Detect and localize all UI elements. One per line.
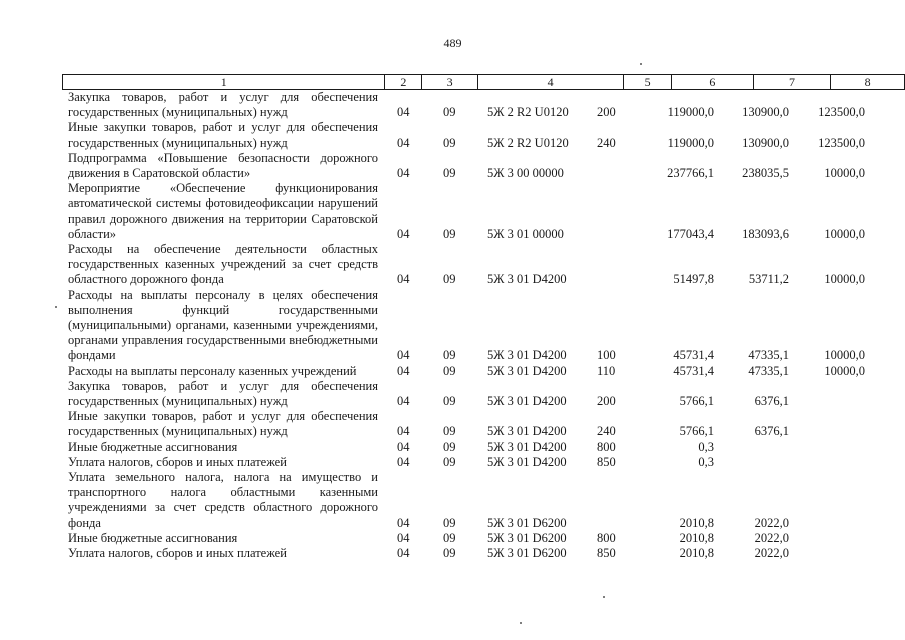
row-amount-col7: 47335,1 xyxy=(748,363,789,378)
header-col-3: 3 xyxy=(422,75,478,90)
row-section: 04 xyxy=(397,135,410,150)
row-target-code: 5Ж 3 01 D6200 xyxy=(487,515,567,530)
row-subsection: 09 xyxy=(443,363,456,378)
row-amount-col8: 10000,0 xyxy=(824,166,865,181)
budget-table-body xyxy=(0,90,905,561)
row-description: Иные бюджетные ассигнования xyxy=(68,439,238,454)
row-target-code: 5Ж 2 R2 U0120 xyxy=(487,135,569,150)
row-amount-col6: 5766,1 xyxy=(679,394,714,409)
row-expense-type: 800 xyxy=(597,530,616,545)
row-target-code: 5Ж 3 01 D4200 xyxy=(487,363,567,378)
row-description: Иные закупки товаров, работ и услуг для обеспечения государственных (муниципальных) нужд xyxy=(68,409,378,439)
row-target-code: 5Ж 3 01 D6200 xyxy=(487,546,567,561)
row-section: 04 xyxy=(397,272,410,287)
row-amount-col6: 177043,4 xyxy=(667,226,714,241)
row-amount-col8: 10000,0 xyxy=(824,348,865,363)
row-section: 04 xyxy=(397,363,410,378)
row-description: Иные бюджетные ассигнования xyxy=(68,530,238,545)
row-description: Закупка товаров, работ и услуг для обеспечения государственных (муниципальных) нужд xyxy=(68,90,378,120)
table-row xyxy=(0,470,905,531)
table-row xyxy=(0,151,905,181)
row-subsection: 09 xyxy=(443,424,456,439)
scan-speck xyxy=(520,622,522,624)
row-amount-col8: 10000,0 xyxy=(824,226,865,241)
row-section: 04 xyxy=(397,394,410,409)
row-subsection: 09 xyxy=(443,105,456,120)
header-col-2: 2 xyxy=(385,75,422,90)
row-amount-col7: 130900,0 xyxy=(742,105,789,120)
row-amount-col8: 123500,0 xyxy=(818,135,865,150)
header-col-5: 5 xyxy=(624,75,672,90)
row-expense-type: 200 xyxy=(597,105,616,120)
row-amount-col7: 183093,6 xyxy=(742,226,789,241)
row-description: Расходы на выплаты персоналу в целях обеспечения выполнения функций государственными (муниципальными) органами, казенными учреждениями, органами управления государственными внебюджетными фондами xyxy=(68,287,378,363)
header-col-7: 7 xyxy=(753,75,831,90)
row-description: Подпрограмма «Повышение безопасности дорожного движения в Саратовской области» xyxy=(68,150,378,181)
row-section: 04 xyxy=(397,530,410,545)
row-subsection: 09 xyxy=(443,135,456,150)
row-section: 04 xyxy=(397,424,410,439)
row-amount-col7: 2022,0 xyxy=(754,515,789,530)
row-subsection: 09 xyxy=(443,439,456,454)
row-section: 04 xyxy=(397,546,410,561)
row-subsection: 09 xyxy=(443,394,456,409)
row-target-code: 5Ж 3 01 D6200 xyxy=(487,530,567,545)
row-section: 04 xyxy=(397,515,410,530)
table-row xyxy=(0,288,905,364)
row-description: Иные закупки товаров, работ и услуг для обеспечения государственных (муниципальных) нужд xyxy=(68,120,378,150)
row-amount-col6: 2010,8 xyxy=(679,546,714,561)
table-row xyxy=(0,379,905,409)
row-target-code: 5Ж 3 01 D4200 xyxy=(487,272,567,287)
row-amount-col6: 45731,4 xyxy=(673,348,714,363)
row-expense-type: 200 xyxy=(597,394,616,409)
row-description: Расходы на обеспечение деятельности областных государственных казенных учреждений за счет средств областного дорожного фонда xyxy=(68,242,378,287)
scan-speck xyxy=(640,63,642,65)
row-amount-col7: 130900,0 xyxy=(742,135,789,150)
row-description: Уплата налогов, сборов и иных платежей xyxy=(68,454,287,469)
row-subsection: 09 xyxy=(443,546,456,561)
header-col-8: 8 xyxy=(831,75,905,90)
row-expense-type: 800 xyxy=(597,439,616,454)
row-amount-col7: 6376,1 xyxy=(754,394,789,409)
row-expense-type: 850 xyxy=(597,546,616,561)
row-description: Мероприятие «Обеспечение функционирования автоматической системы фотовидеофиксации нарушений правил дорожного движения на территории Саратовской области» xyxy=(68,181,378,241)
row-section: 04 xyxy=(397,348,410,363)
table-row xyxy=(0,546,905,561)
row-amount-col8: 10000,0 xyxy=(824,272,865,287)
scan-speck xyxy=(55,306,57,308)
row-amount-col8: 123500,0 xyxy=(818,105,865,120)
table-row xyxy=(0,440,905,455)
row-expense-type: 110 xyxy=(597,363,616,378)
row-section: 04 xyxy=(397,226,410,241)
row-target-code: 5Ж 3 01 D4200 xyxy=(487,394,567,409)
header-col-4: 4 xyxy=(477,75,623,90)
row-amount-col6: 119000,0 xyxy=(667,135,714,150)
scan-speck xyxy=(603,596,605,598)
row-section: 04 xyxy=(397,105,410,120)
row-subsection: 09 xyxy=(443,348,456,363)
row-subsection: 09 xyxy=(443,226,456,241)
row-amount-col6: 237766,1 xyxy=(667,166,714,181)
row-amount-col6: 5766,1 xyxy=(679,424,714,439)
row-amount-col6: 2010,8 xyxy=(679,515,714,530)
row-target-code: 5Ж 2 R2 U0120 xyxy=(487,105,569,120)
row-amount-col7: 6376,1 xyxy=(754,424,789,439)
table-row xyxy=(0,120,905,150)
row-amount-col6: 119000,0 xyxy=(667,105,714,120)
row-section: 04 xyxy=(397,166,410,181)
row-amount-col6: 0,3 xyxy=(698,439,714,454)
header-col-1: 1 xyxy=(63,75,385,90)
row-target-code: 5Ж 3 01 00000 xyxy=(487,226,564,241)
table-row xyxy=(0,242,905,288)
row-subsection: 09 xyxy=(443,530,456,545)
row-description: Расходы на выплаты персоналу казенных учреждений xyxy=(68,363,357,378)
row-expense-type: 240 xyxy=(597,424,616,439)
table-row xyxy=(0,531,905,546)
row-expense-type: 100 xyxy=(597,348,616,363)
row-description: Закупка товаров, работ и услуг для обеспечения государственных (муниципальных) нужд xyxy=(68,378,378,409)
table-row xyxy=(0,364,905,379)
row-amount-col6: 45731,4 xyxy=(673,363,714,378)
row-amount-col8: 10000,0 xyxy=(824,363,865,378)
row-amount-col7: 53711,2 xyxy=(748,272,789,287)
row-section: 04 xyxy=(397,454,410,469)
header-col-6: 6 xyxy=(672,75,754,90)
row-amount-col6: 0,3 xyxy=(698,454,714,469)
table-row xyxy=(0,455,905,470)
row-subsection: 09 xyxy=(443,166,456,181)
row-expense-type: 240 xyxy=(597,135,616,150)
row-amount-col7: 2022,0 xyxy=(754,530,789,545)
row-amount-col6: 51497,8 xyxy=(673,272,714,287)
row-target-code: 5Ж 3 01 D4200 xyxy=(487,424,567,439)
row-target-code: 5Ж 3 01 D4200 xyxy=(487,348,567,363)
table-row xyxy=(0,90,905,120)
row-amount-col7: 238035,5 xyxy=(742,166,789,181)
row-subsection: 09 xyxy=(443,272,456,287)
row-amount-col6: 2010,8 xyxy=(679,530,714,545)
table-row xyxy=(0,181,905,242)
row-description: Уплата налогов, сборов и иных платежей xyxy=(68,546,287,561)
row-section: 04 xyxy=(397,439,410,454)
row-subsection: 09 xyxy=(443,515,456,530)
table-row xyxy=(0,409,905,439)
row-expense-type: 850 xyxy=(597,454,616,469)
row-amount-col7: 2022,0 xyxy=(754,546,789,561)
row-amount-col7: 47335,1 xyxy=(748,348,789,363)
row-target-code: 5Ж 3 01 D4200 xyxy=(487,454,567,469)
page-number: 489 xyxy=(443,36,462,50)
row-subsection: 09 xyxy=(443,454,456,469)
column-header-row xyxy=(62,74,905,90)
row-target-code: 5Ж 3 01 D4200 xyxy=(487,439,567,454)
row-target-code: 5Ж 3 00 00000 xyxy=(487,166,564,181)
row-description: Уплата земельного налога, налога на имущество и транспортного налога областными казенными учреждениями за счет средств областного дорожного фонда xyxy=(68,470,378,530)
